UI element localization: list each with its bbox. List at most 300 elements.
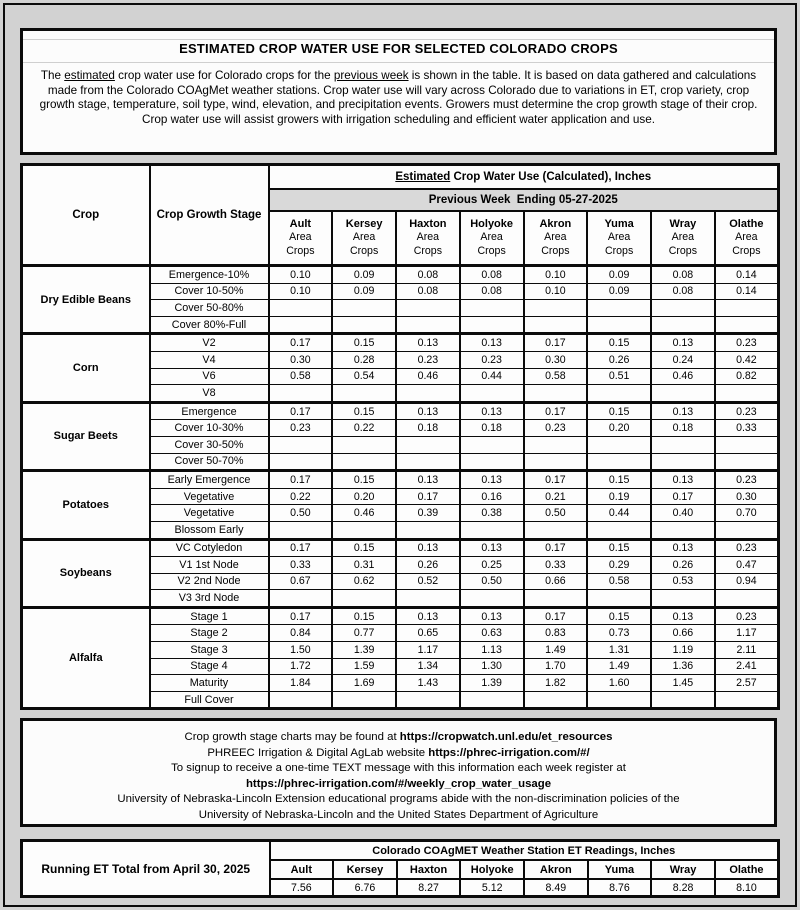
value-cell: 0.18 [460,420,524,437]
value-cell: 0.46 [332,505,396,522]
value-cell [396,590,460,608]
value-cell: 0.08 [396,283,460,300]
value-cell: 0.13 [396,334,460,352]
value-cell [269,521,333,539]
crop-name-cell: Alfalfa [22,607,150,709]
value-cell: 0.63 [460,625,524,642]
et-station-wray: Wray [651,860,715,879]
growth-stage-cell: Emergence [150,402,269,420]
station-sub-label: Crops [413,244,442,257]
value-cell: 0.13 [396,471,460,489]
value-cell: 0.26 [587,351,651,368]
value-cell [269,385,333,403]
station-sub-label: Area [289,231,312,244]
value-cell: 0.22 [269,488,333,505]
growth-stage-cell: Early Emergence [150,471,269,489]
value-cell: 0.15 [587,471,651,489]
station-name: Ault [289,217,312,230]
footer-text: PHREEC Irrigation & Digital AgLab website [207,746,429,759]
value-cell [269,691,333,709]
value-cell [332,590,396,608]
value-cell: 0.23 [269,420,333,437]
value-cell: 1.31 [587,642,651,659]
value-cell: 1.17 [715,625,779,642]
value-cell [587,521,651,539]
value-cell: 0.08 [651,266,715,284]
value-cell: 0.17 [524,334,588,352]
footer-text: To signup to receive a one-time TEXT message with this information each week register at [171,762,626,774]
value-cell: 1.34 [396,658,460,675]
value-cell: 1.49 [587,658,651,675]
value-cell: 0.66 [524,573,588,590]
value-cell: 2.11 [715,642,779,659]
growth-stage-cell: Stage 2 [150,625,269,642]
value-cell: 0.10 [269,283,333,300]
value-cell [651,453,715,471]
growth-stage-cell: Cover 30-50% [150,436,269,453]
value-cell: 0.67 [269,573,333,590]
value-cell: 0.52 [396,573,460,590]
crop-row [22,471,779,489]
value-cell: 0.23 [715,334,779,352]
value-cell [524,385,588,403]
intro-underlined-phrase: previous week [333,69,409,82]
estimated-underlined: Estimated [395,171,451,183]
footer-line [23,746,774,762]
value-cell: 0.17 [524,471,588,489]
growth-stage-cell: V1 1st Node [150,557,269,574]
value-cell: 0.17 [269,539,333,557]
footer-line [23,808,774,824]
station-sub-label: Crops [349,244,379,257]
value-cell: 0.29 [587,557,651,574]
crop-name-cell: Corn [22,334,150,402]
value-cell: 0.13 [396,402,460,420]
intro-segment: The [40,69,65,82]
et-value-cell: 8.28 [651,879,715,897]
value-cell: 0.84 [269,625,333,642]
value-cell: 0.46 [651,368,715,385]
value-cell: 1.17 [396,642,460,659]
station-name: Yuma [604,217,634,230]
value-cell [269,590,333,608]
value-cell: 0.13 [651,607,715,625]
value-cell [715,453,779,471]
value-cell: 1.36 [651,658,715,675]
value-cell: 0.08 [460,266,524,284]
value-cell [587,316,651,334]
station-header-ault [269,211,333,266]
value-cell [524,436,588,453]
station-sub-label: Crops [286,244,315,257]
value-cell [460,521,524,539]
value-cell [651,300,715,317]
value-cell [396,691,460,709]
value-cell: 1.19 [651,642,715,659]
value-cell [460,590,524,608]
crop-name-cell: Soybeans [22,539,150,607]
span-header-row [22,165,779,190]
footer-notes [20,718,777,827]
station-sub-label: Area [735,231,758,244]
value-cell: 0.46 [396,368,460,385]
intro-segment: is shown in the table. It is based on data gathered and calculations made from the Colorado COAgMet weather stations. Crop water use will vary across Colorado due to variations in ET, crop variety, crop growth stage, temperature, soil type, wind, elevation, and precipitation events. Growers must determine the crop growth stage of their crop. Crop water use will assist growers with irrigation scheduling and efficient water application and use. [39,69,758,126]
value-cell: 0.23 [715,607,779,625]
et-value-cell: 8.10 [715,879,779,897]
value-cell: 0.58 [587,573,651,590]
value-cell [396,453,460,471]
value-cell: 0.38 [460,505,524,522]
crop-name-cell: Dry Edible Beans [22,266,150,334]
et-station-ault: Ault [270,860,334,879]
value-cell [524,316,588,334]
crop-water-table [20,163,780,710]
footer-line [23,730,774,746]
value-cell [651,436,715,453]
value-cell: 0.66 [651,625,715,642]
value-cell: 0.13 [460,402,524,420]
growth-stage-cell: Blossom Early [150,521,269,539]
value-cell [460,300,524,317]
value-cell [332,316,396,334]
intro-text [35,69,762,127]
value-cell: 0.17 [524,402,588,420]
value-cell: 0.17 [524,607,588,625]
crop-name-cell: Potatoes [22,471,150,539]
station-sub-label: Crops [541,244,570,257]
value-cell: 1.72 [269,658,333,675]
growth-stage-cell: Stage 1 [150,607,269,625]
value-cell [332,300,396,317]
station-header-akron [524,211,588,266]
value-cell: 0.09 [587,283,651,300]
value-cell: 1.59 [332,658,396,675]
value-cell: 0.17 [269,471,333,489]
value-cell [332,691,396,709]
value-cell [332,436,396,453]
growth-stage-cell: Cover 10-50% [150,283,269,300]
station-sub-label: Area [671,231,695,244]
value-cell: 1.69 [332,675,396,692]
value-cell: 0.58 [269,368,333,385]
value-cell: 0.13 [651,402,715,420]
value-cell: 1.39 [460,675,524,692]
et-value-cell: 8.49 [524,879,588,897]
value-cell [715,316,779,334]
value-cell [460,436,524,453]
value-cell: 0.94 [715,573,779,590]
growth-stage-cell: V6 [150,368,269,385]
value-cell: 0.44 [460,368,524,385]
crop-row [22,334,779,352]
value-cell: 1.13 [460,642,524,659]
value-cell: 0.50 [524,505,588,522]
value-cell: 0.51 [587,368,651,385]
value-cell: 0.23 [715,471,779,489]
value-cell: 0.08 [460,283,524,300]
crop-column-header: Crop [22,165,150,266]
value-cell: 0.15 [332,402,396,420]
growth-stage-cell: V2 2nd Node [150,573,269,590]
running-et-label: Running ET Total from April 30, 2025 [22,841,270,897]
value-cell: 0.18 [396,420,460,437]
value-cell [715,521,779,539]
value-cell: 0.24 [651,351,715,368]
value-cell: 1.49 [524,642,588,659]
value-cell: 0.15 [332,471,396,489]
et-value-cell: 8.76 [588,879,652,897]
station-header-olathe [715,211,779,266]
growth-stage-column-header: Crop Growth Stage [150,165,269,266]
value-cell: 0.50 [460,573,524,590]
growth-stage-cell: Maturity [150,675,269,692]
value-cell [715,436,779,453]
value-cell [332,521,396,539]
value-cell: 0.39 [396,505,460,522]
value-cell [651,316,715,334]
value-cell: 0.09 [332,283,396,300]
value-cell: 0.73 [587,625,651,642]
value-cell: 0.20 [587,420,651,437]
value-cell [460,316,524,334]
et-value-cell: 5.12 [460,879,524,897]
value-cell: 0.17 [651,488,715,505]
value-cell: 0.15 [587,607,651,625]
value-cell: 0.15 [332,539,396,557]
value-cell: 0.53 [651,573,715,590]
crop-row [22,539,779,557]
value-cell [587,453,651,471]
value-cell: 1.84 [269,675,333,692]
value-cell [269,316,333,334]
station-sub-label: Area [607,231,631,244]
value-cell: 0.15 [332,607,396,625]
et-value-cell: 7.56 [270,879,334,897]
value-cell: 0.13 [396,539,460,557]
value-cell [460,453,524,471]
value-cell: 0.16 [460,488,524,505]
growth-stage-cell: V8 [150,385,269,403]
value-cell [715,691,779,709]
station-name: Haxton [409,217,447,230]
value-cell: 0.22 [332,420,396,437]
growth-stage-cell: V3 3rd Node [150,590,269,608]
footer-line [23,792,774,808]
value-cell: 0.23 [460,351,524,368]
station-sub-label: Area [544,231,567,244]
station-sub-label: Area [416,231,440,244]
value-cell [651,691,715,709]
station-sub-label: Crops [732,244,761,257]
value-cell: 0.40 [651,505,715,522]
value-cell: 0.54 [332,368,396,385]
value-cell: 0.19 [587,488,651,505]
value-cell [651,590,715,608]
growth-stage-cell: Emergence-10% [150,266,269,284]
et-value-cell: 8.27 [397,879,461,897]
value-cell: 2.41 [715,658,779,675]
footer-text: University of Nebraska-Lincoln and the United States Department of Agriculture [198,808,599,821]
value-cell [524,300,588,317]
value-cell: 0.30 [715,488,779,505]
value-cell [587,590,651,608]
station-name: Akron [539,217,572,230]
value-cell: 0.26 [396,557,460,574]
value-cell: 0.13 [651,539,715,557]
footer-url-text: https://cropwatch.unl.edu/et_resources [399,731,613,743]
value-cell: 0.77 [332,625,396,642]
value-cell: 1.82 [524,675,588,692]
value-cell [587,300,651,317]
growth-stage-cell: Cover 80%-Full [150,316,269,334]
value-cell: 0.23 [524,420,588,437]
title-box [20,28,777,155]
value-cell: 2.57 [715,675,779,692]
value-cell: 0.17 [524,539,588,557]
et-station-kersey: Kersey [333,860,397,879]
value-cell: 0.23 [715,539,779,557]
growth-stage-cell: Vegetative [150,488,269,505]
value-cell: 0.15 [332,334,396,352]
value-cell [524,521,588,539]
value-cell [269,300,333,317]
value-cell: 0.08 [651,283,715,300]
value-cell: 0.13 [651,471,715,489]
growth-stage-cell: Cover 50-80% [150,300,269,317]
gridline [23,62,774,63]
station-name: Olathe [729,217,764,230]
value-cell: 0.82 [715,368,779,385]
value-cell: 0.18 [651,420,715,437]
crop-table-body [22,266,779,709]
growth-stage-cell: Cover 10-30% [150,420,269,437]
footer-text: University of Nebraska-Lincoln Extension educational programs abide with the non-discrimination policies of the [117,793,680,805]
value-cell [332,385,396,403]
station-sub-label: Crops [604,244,634,257]
value-cell: 0.09 [332,266,396,284]
value-cell: 0.26 [651,557,715,574]
page-title: ESTIMATED CROP WATER USE FOR SELECTED COLORADO CROPS [179,41,618,56]
value-cell [587,385,651,403]
estimated-rest: Crop Water Use (Calculated), Inches [450,171,652,183]
value-cell [715,385,779,403]
footer-line [23,761,774,777]
footer-url-text: https://phrec-irrigation.com/#/weekly_crop_water_usage [245,777,552,790]
value-cell [715,300,779,317]
station-sub-label: Area [352,231,376,244]
value-cell: 1.39 [332,642,396,659]
station-header-yuma [587,211,651,266]
growth-stage-cell: V4 [150,351,269,368]
value-cell: 0.42 [715,351,779,368]
estimated-use-header [269,165,779,190]
value-cell: 1.45 [651,675,715,692]
previous-week-band: Previous Week Ending 05-27-2025 [269,189,779,211]
station-header-wray [651,211,715,266]
value-cell [396,436,460,453]
value-cell: 0.13 [460,607,524,625]
value-cell: 0.44 [587,505,651,522]
value-cell: 0.20 [332,488,396,505]
value-cell: 0.09 [587,266,651,284]
station-name: Wray [669,217,697,230]
value-cell: 0.15 [587,402,651,420]
value-cell: 0.25 [460,557,524,574]
growth-stage-cell: Stage 3 [150,642,269,659]
value-cell: 0.17 [269,607,333,625]
station-header-holyoke [460,211,524,266]
value-cell: 1.43 [396,675,460,692]
value-cell: 0.13 [460,539,524,557]
value-cell: 0.10 [269,266,333,284]
growth-stage-cell: Stage 4 [150,658,269,675]
value-cell: 0.15 [587,334,651,352]
et-station-akron: Akron [524,860,588,879]
value-cell [396,316,460,334]
growth-stage-cell: Vegetative [150,505,269,522]
value-cell: 0.31 [332,557,396,574]
value-cell [651,521,715,539]
crop-row [22,266,779,284]
value-cell [269,453,333,471]
footer-url-text: https://phrec-irrigation.com/#/ [428,746,590,759]
station-header-haxton [396,211,460,266]
value-cell: 0.13 [460,471,524,489]
station-sub-label: Crops [668,244,697,257]
value-cell: 1.60 [587,675,651,692]
value-cell: 0.23 [715,402,779,420]
value-cell: 0.10 [524,283,588,300]
value-cell: 0.13 [396,607,460,625]
growth-stage-cell: Cover 50-70% [150,453,269,471]
value-cell: 0.58 [524,368,588,385]
value-cell: 0.65 [396,625,460,642]
crop-row [22,607,779,625]
value-cell: 0.33 [269,557,333,574]
station-name: Holyoke [470,217,514,230]
value-cell: 0.23 [396,351,460,368]
value-cell: 1.70 [524,658,588,675]
et-station-holyoke: Holyoke [460,860,524,879]
value-cell: 0.08 [396,266,460,284]
footer-line [23,777,774,793]
et-station-yuma: Yuma [588,860,652,879]
value-cell: 0.14 [715,266,779,284]
et-station-olathe: Olathe [715,860,779,879]
station-header-kersey [332,211,396,266]
value-cell [524,590,588,608]
running-et-table [20,839,780,898]
value-cell [396,385,460,403]
value-cell [396,521,460,539]
value-cell: 0.10 [524,266,588,284]
value-cell: 0.83 [524,625,588,642]
value-cell: 0.28 [332,351,396,368]
value-cell: 1.50 [269,642,333,659]
value-cell [460,691,524,709]
growth-stage-cell: Full Cover [150,691,269,709]
station-sub-label: Area [480,231,503,244]
value-cell: 0.62 [332,573,396,590]
value-cell: 0.50 [269,505,333,522]
value-cell: 0.13 [651,334,715,352]
et-station-haxton: Haxton [397,860,461,879]
et-readings-header: Colorado COAgMET Weather Station ET Readings, Inches [270,841,779,861]
value-cell: 0.33 [715,420,779,437]
value-cell [651,385,715,403]
intro-segment: crop water use for Colorado crops for the [114,69,334,82]
value-cell: 0.21 [524,488,588,505]
